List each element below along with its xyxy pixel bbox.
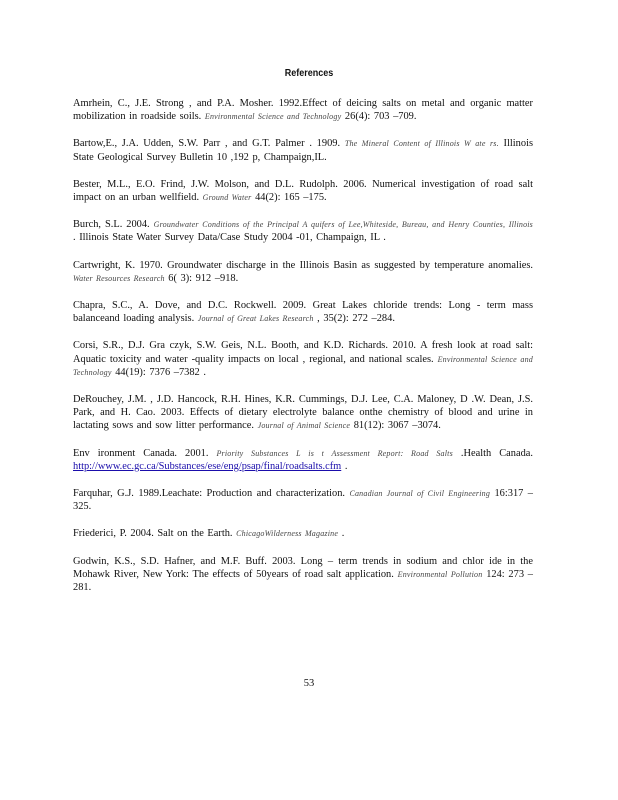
reference-text: 6( 3): 912 –918.: [164, 272, 239, 284]
reference-entry: [73, 259, 533, 285]
reference-text: . Illinois State Water Survey Data/Case Study 2004 -01, Champaign, IL .: [73, 232, 386, 244]
reference-text: Burch, S.L. 2004.: [73, 219, 154, 231]
reference-text: .Health Canada.: [452, 447, 533, 459]
reference-entry: [73, 393, 533, 433]
reference-entry: [73, 299, 533, 325]
journal-title: Priority Substances L is t Assessment Report: Road Salts: [216, 448, 453, 458]
reference-text: Illinois State Geological Survey Bulletin 10 ,192 p, Champaign,IL.: [73, 138, 533, 163]
reference-entry: [73, 447, 533, 473]
reference-entry: [73, 97, 533, 123]
reference-entry: [73, 137, 533, 163]
reference-text: DeRouchey, J.M. , J.D. Hancock, R.H. Hines, K.R. Cummings, D.J. Lee, C.A. Maloney, D .W. Dean, J.S. Park, and H. Cao. 2003. Effects of dietary electrolyte balance onthe chemistry of blood and urine in lactating sows and sow litter performance.: [73, 394, 533, 432]
reference-text: 16:317 –325.: [73, 488, 533, 513]
reference-text: , 35(2): 272 –284.: [313, 313, 395, 325]
reference-text: Amrhein, C., J.E. Strong , and P.A. Mosher. 1992.Effect of deicing salts on metal and organic matter mobilization in roadside soils.: [73, 98, 533, 123]
reference-text: Env ironment Canada. 2001.: [73, 447, 217, 459]
reference-text: Chapra, S.C., A. Dove, and D.C. Rockwell. 2009. Great Lakes chloride trends: Long - term mass balanceand loading analysis.: [73, 300, 533, 325]
reference-link[interactable]: http://www.ec.gc.ca/Substances/ese/eng/psap/final/roadsalts.cfm: [73, 460, 342, 472]
journal-title: Ground Water: [202, 193, 252, 203]
references-heading: References: [284, 68, 334, 79]
reference-entry: [73, 555, 533, 595]
reference-entry: [73, 218, 533, 244]
journal-title: Journal of Great Lakes Research: [197, 314, 314, 324]
reference-text: Bartow,E., J.A. Udden, S.W. Parr , and G.T. Palmer . 1909.: [73, 138, 345, 150]
reference-text: .: [341, 460, 348, 472]
reference-text: 44(2): 165 –175.: [251, 192, 327, 204]
journal-title: Environmental Pollution: [397, 569, 483, 579]
journal-title: Water Resources Research: [73, 273, 165, 283]
journal-title: The Mineral Content of Illinois W ate rs.: [344, 139, 499, 149]
journal-title: Environmental Science and Technology: [73, 354, 533, 377]
reference-text: Cartwright, K. 1970. Groundwater discharge in the Illinois Basin as suggested by temperature anomalies.: [73, 259, 533, 271]
reference-text: Godwin, K.S., S.D. Hafner, and M.F. Buff. 2003. Long – term trends in sodium and chlor ide in the Mohawk River, New York: The effects of 50years of road salt application.: [73, 555, 533, 580]
reference-text: Bester, M.L., E.O. Frind, J.W. Molson, and D.L. Rudolph. 2006. Numerical investigation of road salt impact on an urban wellfield.: [73, 178, 533, 204]
reference-text: 26(4): 703 –709.: [341, 111, 417, 123]
page-number: 53: [303, 678, 315, 689]
journal-title: Canadian Journal of Civil Engineering: [349, 489, 491, 499]
reference-text: Corsi, S.R., D.J. Gra czyk, S.W. Geis, N.L. Booth, and K.D. Richards. 2010. A fresh look at road salt: Aquatic toxicity and water -quality impacts on local , regional, and national scales.: [73, 340, 533, 365]
journal-title: Environmental Science and Technology: [204, 112, 342, 122]
reference-entry: [73, 527, 533, 540]
reference-text: 44(19): 7376 –7382 .: [111, 366, 206, 378]
journal-title: Groundwater Conditions of the Principal A quifers of Lee,Whiteside, Bureau, and Henry Counties, Illinois: [153, 220, 533, 230]
reference-text: 124: 273 –281.: [73, 568, 533, 594]
reference-list: [73, 97, 533, 608]
journal-title: Journal of Animal Science: [257, 421, 351, 431]
reference-entry: [73, 487, 533, 513]
reference-text: .: [338, 528, 345, 540]
reference-text: 81(12): 3067 –3074.: [350, 420, 441, 432]
reference-text: Friederici, P. 2004. Salt on the Earth.: [73, 528, 237, 540]
journal-title: ChicagoWilderness Magazine: [236, 529, 339, 539]
reference-entry: [73, 178, 533, 204]
reference-entry: [73, 339, 533, 379]
reference-text: Farquhar, G.J. 1989.Leachate: Production and characterization.: [73, 488, 350, 500]
